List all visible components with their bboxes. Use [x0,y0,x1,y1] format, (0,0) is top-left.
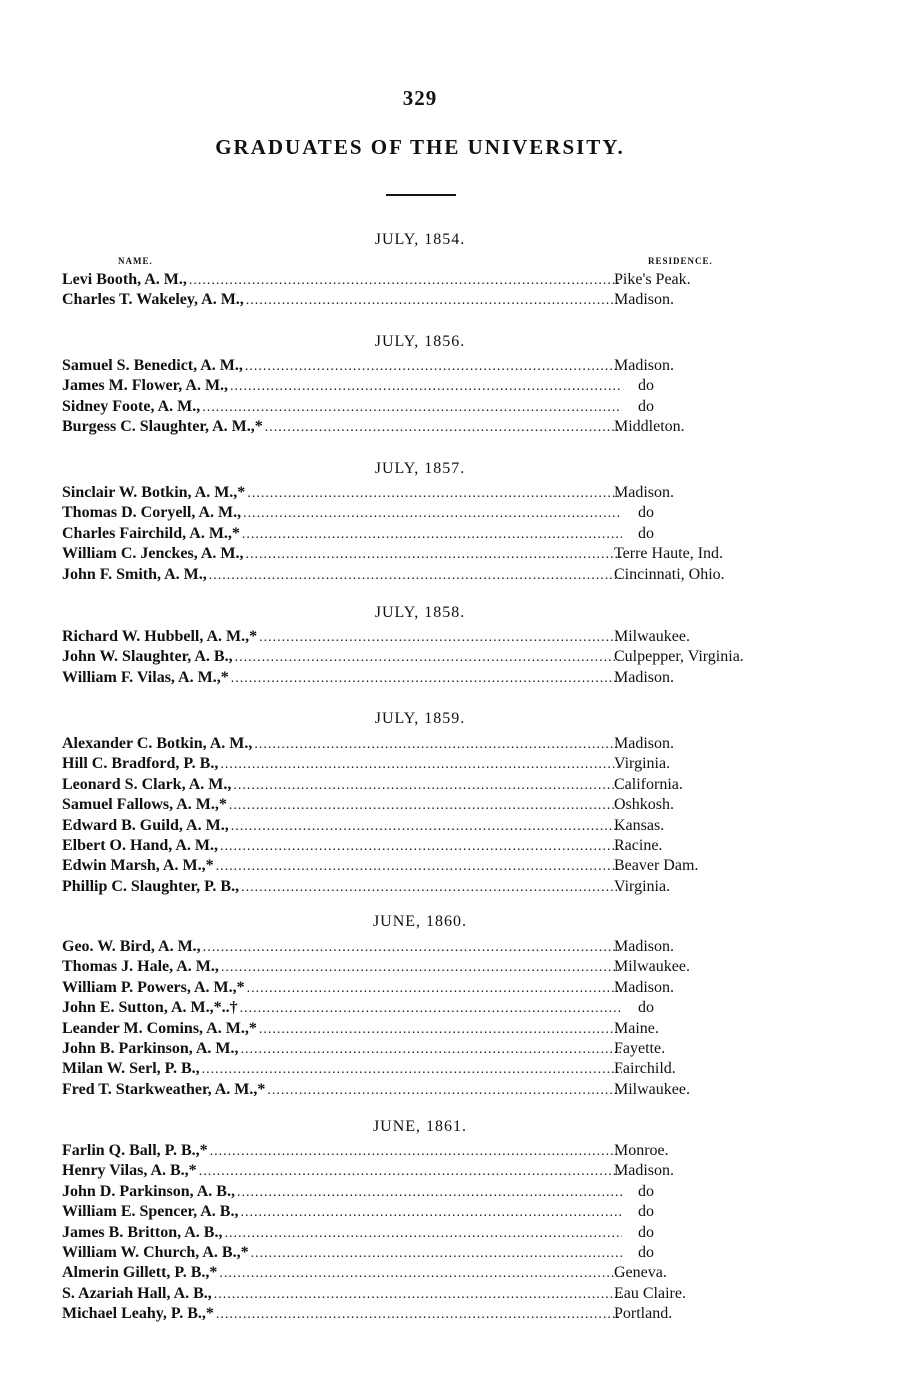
graduate-row [62,356,622,376]
dot-leader [243,504,622,524]
graduate-row [62,1202,622,1222]
section-heading: JULY, 1857. [374,460,466,477]
page-number: 329 [402,86,438,110]
graduate-residence: do [638,525,654,542]
graduate-row [62,668,622,688]
column-header-residence: RESIDENCE. [648,256,713,266]
dot-leader [240,1203,622,1223]
graduate-row [62,647,622,667]
graduate-name: Thomas J. Hale, A. M., [62,958,219,975]
graduate-residence: Racine. [614,837,663,854]
graduate-row [62,775,622,795]
section-heading: JULY, 1854. [374,231,466,248]
graduate-row [62,998,622,1018]
section-heading: JULY, 1856. [374,333,466,350]
graduate-residence: Madison. [614,291,674,308]
graduate-name: Sinclair W. Botkin, A. M.,* [62,484,246,501]
graduate-name: Almerin Gillett, P. B.,* [62,1264,218,1281]
dot-leader [231,669,622,689]
graduate-residence: Cincinnati, Ohio. [614,566,725,583]
graduate-residence: Madison. [614,669,674,686]
graduate-residence: Culpepper, Virginia. [614,648,744,665]
dot-leader [237,1183,622,1203]
graduate-row [62,957,622,977]
graduate-row [62,270,622,290]
graduate-row [62,1059,622,1079]
graduate-name: John D. Parkinson, A. B., [62,1183,235,1200]
dot-leader [189,271,622,291]
graduate-name: William F. Vilas, A. M.,* [62,669,229,686]
graduate-row [62,1243,622,1263]
graduate-name: John F. Smith, A. M., [62,566,207,583]
graduate-row [62,627,622,647]
graduate-residence: Pike's Peak. [614,271,691,288]
graduate-residence: do [638,999,654,1016]
graduate-residence: Milwaukee. [614,958,690,975]
graduate-row [62,1182,622,1202]
dot-leader [231,817,622,837]
dot-leader [233,776,622,796]
dot-leader [210,1142,622,1162]
dot-leader [235,648,622,668]
graduate-row [62,856,622,876]
graduate-name: John E. Sutton, A. M.,*..† [62,999,238,1016]
graduate-row [62,1284,622,1304]
graduate-name: S. Azariah Hall, A. B., [62,1285,212,1302]
dot-leader [241,878,622,898]
graduate-name: Charles T. Wakeley, A. M., [62,291,244,308]
graduate-row [62,1263,622,1283]
graduate-residence: Fairchild. [614,1060,676,1077]
graduate-name: Richard W. Hubbell, A. M.,* [62,628,258,645]
graduate-row [62,795,622,815]
dot-leader [199,1162,622,1182]
graduate-residence: Fayette. [614,1040,666,1057]
graduate-name: James B. Britton, A. B., [62,1224,223,1241]
graduate-row [62,978,622,998]
graduate-residence: Geneva. [614,1264,667,1281]
graduate-residence: Kansas. [614,817,665,834]
dot-leader [245,357,622,377]
dot-leader [220,837,622,857]
graduate-residence: Madison. [614,1162,674,1179]
graduate-name: Levi Booth, A. M., [62,271,187,288]
graduate-row [62,417,622,437]
dot-leader [251,1244,622,1264]
dot-leader [216,857,622,877]
graduate-residence: Virginia. [614,878,671,895]
graduate-residence: Madison. [614,938,674,955]
graduate-residence: Madison. [614,735,674,752]
graduate-name: Charles Fairchild, A. M.,* [62,525,240,542]
graduate-row [62,1080,622,1100]
graduate-residence: Beaver Dam. [614,857,699,874]
dot-leader [265,418,622,438]
dot-leader [202,1060,622,1080]
graduate-residence: Maine. [614,1020,659,1037]
dot-leader [240,999,622,1019]
dot-leader [220,755,622,775]
section-heading: JUNE, 1860. [372,913,468,930]
graduate-row [62,397,622,417]
graduate-residence: do [638,377,654,394]
graduate-residence: Eau Claire. [614,1285,686,1302]
graduate-name: Henry Vilas, A. B.,* [62,1162,197,1179]
graduate-name: John B. Parkinson, A. M., [62,1040,239,1057]
section-heading: JULY, 1859. [374,710,466,727]
dot-leader [216,1305,622,1325]
dot-leader [214,1285,622,1305]
graduate-name: Michael Leahy, P. B.,* [62,1305,214,1322]
dot-leader [240,1040,622,1060]
graduate-name: Sidney Foote, A. M., [62,398,201,415]
graduate-name: Leander M. Comins, A. M.,* [62,1020,257,1037]
graduate-residence: Madison. [614,484,674,501]
dot-leader [224,1224,622,1244]
graduate-name: Samuel Fallows, A. M.,* [62,796,227,813]
graduate-residence: Madison. [614,979,674,996]
graduate-row [62,937,622,957]
graduate-residence: do [638,1203,654,1220]
graduate-row [62,1223,622,1243]
graduate-residence: do [638,1224,654,1241]
graduate-row [62,1304,622,1324]
graduate-residence: Virginia. [614,755,671,772]
graduate-residence: do [638,1244,654,1261]
dot-leader [230,377,622,397]
graduate-name: Elbert O. Hand, A. M., [62,837,219,854]
graduate-name: Edward B. Guild, A. M., [62,817,229,834]
dot-leader [202,398,622,418]
graduate-residence: Portland. [614,1305,673,1322]
page-title: GRADUATES OF THE UNIVERSITY. [215,135,625,159]
graduate-row [62,1141,622,1161]
graduate-name: Burgess C. Slaughter, A. M.,* [62,418,263,435]
graduate-row [62,1161,622,1181]
graduate-name: Milan W. Serl, P. B., [62,1060,200,1077]
section-heading: JUNE, 1861. [372,1118,468,1135]
dot-leader [229,796,622,816]
graduate-row [62,1039,622,1059]
column-header-name: NAME. [118,256,153,266]
graduate-name: William E. Spencer, A. B., [62,1203,239,1220]
dot-leader [203,938,622,958]
graduate-row [62,544,622,564]
graduate-name: Fred T. Starkweather, A. M.,* [62,1081,266,1098]
graduate-name: William C. Jenckes, A. M., [62,545,244,562]
graduate-name: William W. Church, A. B.,* [62,1244,249,1261]
dot-leader [259,1020,622,1040]
graduate-name: Farlin Q. Ball, P. B.,* [62,1142,208,1159]
graduate-residence: Monroe. [614,1142,669,1159]
graduate-name: Samuel S. Benedict, A. M., [62,357,243,374]
graduate-row [62,1019,622,1039]
graduate-residence: Milwaukee. [614,628,690,645]
graduate-row [62,816,622,836]
graduate-name: Alexander C. Botkin, A. M., [62,735,253,752]
graduate-name: Hill C. Bradford, P. B., [62,755,219,772]
graduate-row [62,503,622,523]
dot-leader [242,525,622,545]
graduate-residence: do [638,504,654,521]
graduate-name: Edwin Marsh, A. M.,* [62,857,214,874]
graduate-name: William P. Powers, A. M.,* [62,979,245,996]
graduate-row [62,565,622,585]
graduate-residence: Oshkosh. [614,796,675,813]
graduate-row [62,836,622,856]
graduate-row [62,877,622,897]
graduate-name: John W. Slaughter, A. B., [62,648,233,665]
graduate-name: Phillip C. Slaughter, P. B., [62,878,240,895]
section-heading: JULY, 1858. [374,604,466,621]
dot-leader [221,958,622,978]
dot-leader [247,484,622,504]
graduate-row [62,290,622,310]
graduate-residence: California. [614,776,683,793]
dot-leader [245,545,622,565]
graduate-residence: Madison. [614,357,674,374]
graduate-row [62,483,622,503]
graduate-residence: do [638,1183,654,1200]
graduate-row [62,734,622,754]
graduate-name: Geo. W. Bird, A. M., [62,938,201,955]
graduate-residence: do [638,398,654,415]
graduate-row [62,376,622,396]
graduate-row [62,754,622,774]
graduate-residence: Terre Haute, Ind. [614,545,724,562]
graduate-residence: Milwaukee. [614,1081,690,1098]
graduate-row [62,524,622,544]
dot-leader [219,1264,622,1284]
dot-leader [267,1081,622,1101]
graduate-residence: Middleton. [614,418,685,435]
graduate-name: Thomas D. Coryell, A. M., [62,504,242,521]
graduate-name: James M. Flower, A. M., [62,377,229,394]
graduate-name: Leonard S. Clark, A. M., [62,776,232,793]
dot-leader [259,628,622,648]
dot-leader [246,291,622,311]
dot-leader [254,735,622,755]
dot-leader [247,979,622,999]
dot-leader [209,566,622,586]
title-rule [386,194,456,196]
